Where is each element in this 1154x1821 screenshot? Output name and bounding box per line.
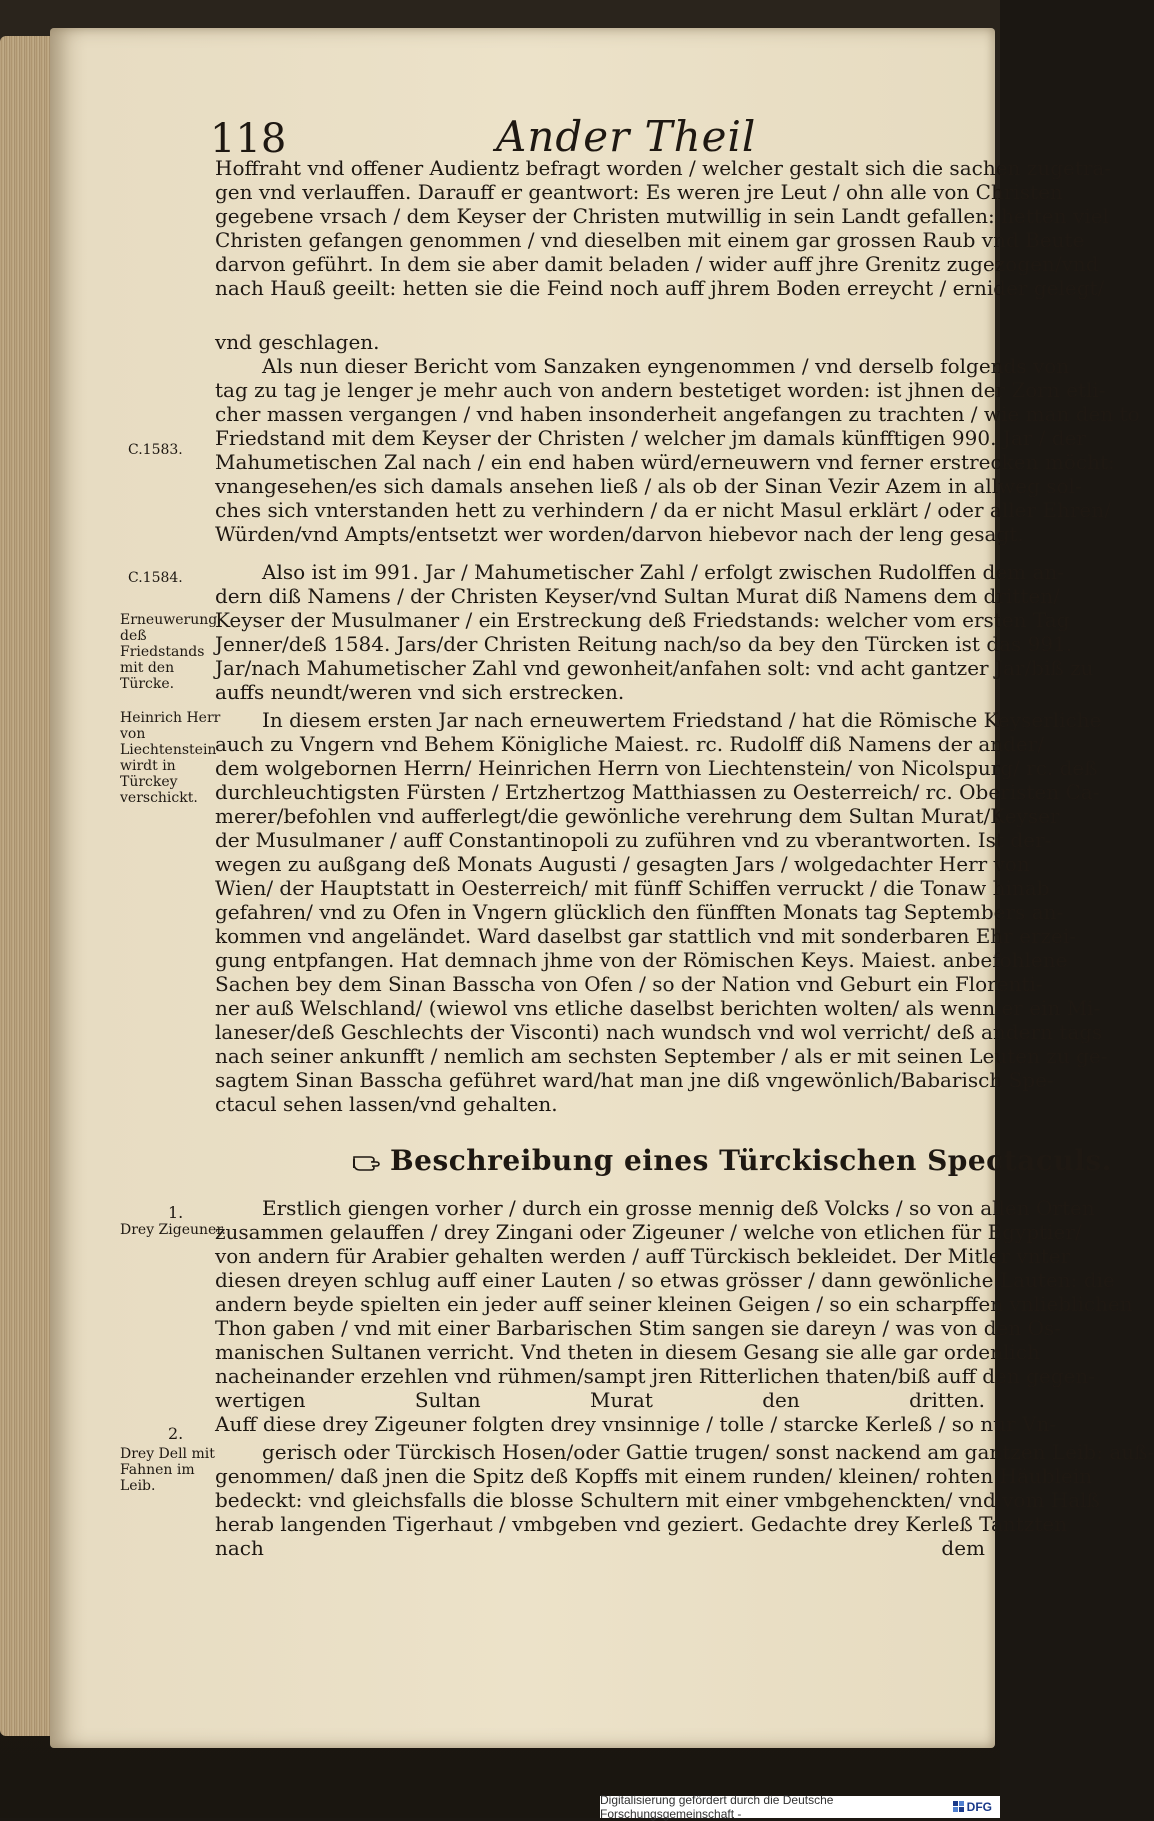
text-line: gerisch oder Türckisch Hosen/oder Gattie trugen/ sonst nackend am gantzen Leib: auß- [262,1440,1154,1464]
text-line: gegebene vrsach / dem Keyser der Christen mutwillig in sein Landt gefallen: hetten viel [215,204,1109,228]
margin-note-number: 1. [168,1203,184,1222]
text-line: Wien/ der Hauptstatt in Oesterreich/ mit fünff Schiffen verruckt / die Tonaw hinab [215,876,1050,900]
text-line: gen vnd verlauffen. Darauff er geantwort: Es weren jre Leut / ohn alle von Christen [215,180,1063,204]
text-line: Jar/nach Mahumetischer Zahl vnd gewonheit/anfahen solt: vnd acht gantzer Jar/biß zu [215,656,1094,680]
text-line: nach Hauß geeilt: hetten sie die Feind noch auff jhrem Boden erreycht / ernider gelegt/ [215,276,1105,300]
text-line: laneser/deß Geschlechts der Visconti) nach wundsch vnd wol verricht/ deß andern tags [215,1020,1103,1044]
text-line: bedeckt: vnd gleichsfalls die blosse Schultern mit einer vmbgehenckten/ vnd vom Halß [215,1488,1100,1512]
text-line: Keyser der Musulmaner / ein Erstreckung deß Friedstands: welcher vom ersten Tag [215,608,1070,632]
text-line: wertigen Sultan Murat den dritten. [215,1388,985,1412]
section-heading: Beschreibung eines Türckischen Spectaculs. [390,1144,1112,1177]
margin-note: Heinrich Herr von Liechtenstein wirdt in Türckey verschickt. [120,710,221,806]
text-line: Erstlich giengen vorher / durch ein grosse mennig deß Volcks / so von allen Orten [262,1196,1095,1220]
margin-note-year: C.1584. [128,570,183,586]
dfg-logo-icon [953,1801,965,1813]
running-head: Ander Theil [496,112,757,161]
text-line: ner auß Welschland/ (wiewol vns etliche daselbst berichten wolten/ als wenn er ein Mi- [215,996,1101,1020]
text-line: Sachen bey dem Sinan Basscha von Ofen / so der Nation vnd Geburt ein Florenti- [215,972,1043,996]
text-line: In diesem ersten Jar nach erneuwertem Friedstand / hat die Römische Keyserliche [262,708,1102,732]
pointing-hand-icon [352,1147,382,1173]
text-line: Mahumetischen Zal nach / ein end haben würd/erneuwern vnd ferner erstrecken möcht: [215,450,1115,474]
text-line: sagtem Sinan Basscha geführet ward/hat man jne diß vngewönlich/Babarisch Spe- [215,1068,1054,1092]
text-line: auch zu Vngern vnd Behem Königliche Maiest. rc. Rudolff diß Namens der ander/ [215,732,1045,756]
text-line: nach seiner ankunfft / nemlich am sechsten September / als er mit seinen Leuten zu ge- [215,1044,1108,1068]
text-line: dern diß Namens / der Christen Keyser/vnd Sultan Murat diß Namens dem dritten/ [215,584,1060,608]
margin-note: Drey Dell mit Fahnen im Leib. [120,1446,215,1494]
text-line: Thon gaben / vnd mit einer Barbarischen Stim sangen sie dareyn / was von den Os- [215,1316,1061,1340]
text-line: nach dem [215,1536,985,1560]
text-line: Als nun dieser Bericht vom Sanzaken eyngenommen / vnd derselb folgends von [262,354,1070,378]
text-line: Würden/vnd Ampts/entsetzt wer worden/darvon hiebevor nach der leng gesagt. [215,522,1024,546]
text-line: Friedstand mit dem Keyser der Christen / welcher jm damals künfftigen 990. Jar / der [215,426,1086,450]
text-line: genommen/ daß jnen die Spitz deß Kopffs mit einem runden/ kleinen/ rohten Häublein [215,1464,1093,1488]
dfg-logo-text: DFG [966,1800,992,1814]
text-line: ctacul sehen lassen/vnd gehalten. [215,1092,558,1116]
text-line: von andern für Arabier gehalten werden / auff Türckisch bekleidet. Der Mitler vnter [215,1244,1071,1268]
page-number: 118 [210,116,287,162]
credit-text: Digitalisierung gefördert durch die Deutsche Forschungsgemeinschaft - [600,1793,834,1821]
text-line: manischen Sultanen verricht. Vnd theten in diesem Gesang sie alle gar ordenlich [215,1340,1040,1364]
text-line: Hoffraht vnd offener Audientz befragt worden / welcher gestalt sich die sachen zugetra- [215,156,1112,180]
text-line: andern beyde spielten ein jeder auff seiner kleinen Geigen / so ein scharpffen vnlieblichen [215,1292,1133,1316]
text-line: der Musulmaner / auff Constantinopoli zu zuführen vnd zu vberantworten. Ist der- [215,828,1052,852]
text-line: durchleuchtigsten Fürsten / Ertzhertzog Matthiassen zu Oesterreich/ rc. Oberisten Ca- [215,780,1100,804]
text-line: Auff diese drey Zigeuner folgten drey vnsinnige / tolle / starcke Kerleß / so nur Vn- [215,1412,1057,1436]
text-line: merer/befohlen vnd aufferlegt/die gewönliche verehrung dem Sultan Murat/Keyser [215,804,1060,828]
text-line: diesen dreyen schlug auff einer Lauten / so etwas grösser / dann gewönliche Lauten: die [215,1268,1115,1292]
text-line: vnd geschlagen. [215,330,380,354]
text-line: cher massen vergangen / vnd haben insonderheit angefangen zu trachten / wie man den to [215,402,1140,426]
margin-note: Erneuwerung deß Friedstands mit den Türcke. [120,612,218,692]
dfg-logo [953,1800,992,1814]
text-line: vnangesehen/es sich damals ansehen ließ / als ob der Sinan Vezir Azem in allweg sol- [215,474,1082,498]
text-line: darvon geführt. In dem sie aber damit beladen / wider auff jhre Grenitz zugezogen/vnd [215,252,1099,276]
text-line: Jenner/deß 1584. Jars/der Christen Reitung nach/so da bey den Türcken ist das 991. [215,632,1073,656]
margin-note-year: C.1583. [128,442,183,458]
text-line: gung entpfangen. Hat demnach jhme von der Römischen Keys. Maiest. anbefohlene [215,948,1068,972]
margin-note: Drey Zigeuner. [120,1222,226,1238]
margin-note-number: 2. [168,1424,184,1443]
text-line: tag zu tag je lenger je mehr auch von andern bestetiget worden: ist jhnen der Zorn etli- [215,378,1106,402]
text-line: gefahren/ vnd zu Ofen in Vngern glücklich den fünfften Monats tag Septembers an- [215,900,1064,924]
text-line: auffs neundt/weren vnd sich erstrecken. [215,680,625,704]
text-line: kommen vnd angeländet. Ward daselbst gar stattlich vnd mit sonderbaren Ehr erzei- [215,924,1077,948]
text-line: Also ist im 991. Jar / Mahumetischer Zahl / erfolgt zwischen Rudolffen dem an- [262,560,1065,584]
digitization-credit [600,1793,1000,1821]
text-line: dem wolgebornen Herrn/ Heinrichen Herrn von Liechtenstein/ von Nicolspurg/ rc. deß [215,756,1098,780]
text-line: herab langenden Tigerhaut / vmbgeben vnd geziert. Gedachte drey Kerleß Tantzten [215,1512,1068,1536]
text-line: zusammen gelauffen / drey Zingani oder Zigeuner / welche von etlichen für Egyptier/ [215,1220,1082,1244]
text-line: wegen zu außgang deß Monats Augusti / gesagten Jars / wolgedachter Herr von [215,852,1030,876]
text-line: nacheinander erzehlen vnd rühmen/sampt jren Ritterlichen thaten/biß auff den gegen- [215,1364,1096,1388]
text-line: Christen gefangen genommen / vnd dieselben mit einem gar grossen Raub vnd Beute [215,228,1085,252]
text-line: ches sich vnterstanden hett zu verhindern / da er nicht Masul erklärt / oder aller Ehren/ [215,498,1111,522]
